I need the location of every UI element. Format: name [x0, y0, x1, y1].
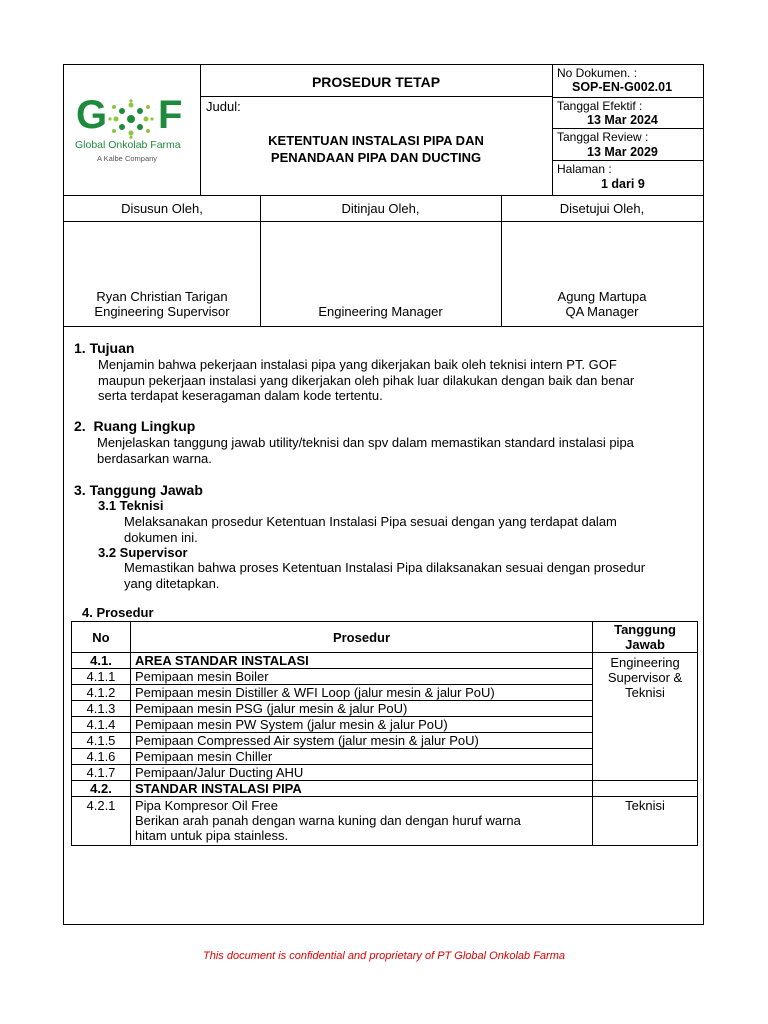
row-no: 4.1.4	[72, 717, 131, 733]
effective-label: Tanggal Efektif :	[557, 99, 643, 113]
section-no: 4.2.	[72, 781, 131, 797]
text-line: berdasarkan warna.	[97, 450, 212, 466]
row-no: 4.1.6	[72, 749, 131, 765]
col-no-header: No	[72, 622, 131, 653]
procedure-table	[71, 621, 698, 846]
text-line: maupun pekerjaan instalasi yang dikerjakan oleh pihak luar dilakukan dengan baik dan benar	[98, 372, 635, 388]
table-header-row	[72, 622, 698, 653]
divider	[64, 221, 703, 222]
prepared-label: Disusun Oleh,	[121, 201, 203, 216]
section-3-1-heading: 3.1 Teknisi	[98, 498, 164, 513]
row-text	[130, 797, 592, 846]
text-line: yang ditetapkan.	[124, 575, 220, 591]
resp-cell-empty	[593, 781, 698, 797]
row-text: Pemipaan mesin PSG (jalur mesin & jalur PoU)	[130, 701, 592, 717]
resp-line: Engineering	[610, 655, 680, 670]
reviewed-label: Ditinjau Oleh,	[341, 201, 420, 216]
page-label: Halaman :	[557, 162, 612, 176]
reviewed-role: Engineering Manager	[318, 304, 443, 319]
review-label: Tanggal Review :	[557, 130, 649, 144]
doc-type: PROSEDUR TETAP	[311, 74, 441, 90]
row-text: Pemipaan mesin Distiller & WFI Loop (jalur mesin & jalur PoU)	[130, 685, 592, 701]
section-3-1-text	[124, 514, 695, 545]
row-line: hitam untuk pipa stainless.	[134, 828, 289, 843]
row-no: 4.2.1	[72, 797, 131, 846]
divider	[552, 97, 704, 98]
divider	[64, 195, 703, 196]
logo-letter-f: F	[158, 93, 183, 137]
table-section-row	[72, 781, 698, 797]
divider	[64, 326, 703, 327]
divider	[200, 96, 552, 97]
divider	[552, 128, 704, 129]
review-date: 13 Mar 2029	[587, 145, 658, 159]
text-line: dokumen ini.	[124, 529, 198, 545]
prepared-role: Engineering Supervisor	[94, 304, 230, 319]
row-line: Berikan arah panah dengan warna kuning dan dengan huruf warna	[134, 813, 521, 828]
company-tagline: A Kalbe Company	[97, 154, 158, 163]
section-3-heading: 3. Tanggung Jawab	[74, 482, 203, 498]
section-title: STANDAR INSTALASI PIPA	[130, 781, 592, 797]
row-no: 4.1.5	[72, 733, 131, 749]
row-text: Pemipaan mesin Chiller	[130, 749, 592, 765]
row-no: 4.1.3	[72, 701, 131, 717]
doc-title-line-1: KETENTUAN INSTALASI PIPA DAN	[268, 133, 484, 148]
logo-letter-g: G	[76, 93, 108, 137]
divider	[552, 65, 553, 195]
resp-cell	[593, 653, 698, 781]
col-proc-header: Prosedur	[130, 622, 592, 653]
section-2-heading: 2. Ruang Lingkup	[74, 418, 196, 434]
col-resp-header	[593, 622, 698, 653]
row-no: 4.1.2	[72, 685, 131, 701]
row-text: Pemipaan/Jalur Ducting AHU	[130, 765, 592, 781]
row-no: 4.1.1	[72, 669, 131, 685]
text-line: Menjamin bahwa pekerjaan instalasi pipa yang dikerjakan baik oleh teknisi intern PT. GOF	[98, 357, 617, 372]
title-label: Judul:	[206, 99, 241, 114]
text-line: Menjelaskan tanggung jawab utility/teknisi dan spv dalam memastikan standard instalasi pipa	[97, 435, 634, 450]
row-text: Pemipaan mesin PW System (jalur mesin & jalur PoU)	[130, 717, 592, 733]
text-line: serta terdapat keseragaman dalam kode tertentu.	[98, 388, 383, 403]
prepared-name: Ryan Christian Tarigan	[96, 289, 228, 304]
section-2-text	[97, 435, 695, 466]
row-line: Pipa Kompresor Oil Free	[134, 798, 278, 813]
approved-name: Agung Martupa	[557, 289, 647, 304]
divider	[552, 160, 704, 161]
row-no: 4.1.7	[72, 765, 131, 781]
text-line: Melaksanakan prosedur Ketentuan Instalasi Pipa sesuai dengan yang terdapat dalam	[124, 514, 617, 529]
section-3-2-heading: 3.2 Supervisor	[98, 545, 188, 560]
doc-title-line-2: PENANDAAN PIPA DAN DUCTING	[270, 150, 482, 165]
doc-no: SOP-EN-G002.01	[572, 80, 673, 94]
approved-label: Disetujui Oleh,	[559, 201, 645, 216]
row-text: Pemipaan Compressed Air system (jalur mesin & jalur PoU)	[130, 733, 592, 749]
resp-line: Supervisor &	[607, 670, 683, 685]
logo-dots-icon	[108, 99, 154, 139]
section-no: 4.1.	[72, 653, 131, 669]
section-1-text	[98, 357, 695, 404]
section-title: AREA STANDAR INSTALASI	[130, 653, 592, 669]
company-name: Global Onkolab Farma	[75, 139, 181, 151]
section-3-2-text	[124, 560, 695, 591]
page-value: 1 dari 9	[601, 177, 645, 191]
section-1-heading: 1. Tujuan	[74, 340, 135, 356]
table-row	[72, 797, 698, 846]
table-section-row	[72, 653, 698, 669]
confidential-footer: This document is confidential and proprietary of PT Global Onkolab Farma	[203, 950, 565, 962]
row-text: Pemipaan mesin Boiler	[130, 669, 592, 685]
text-line: Memastikan bahwa proses Ketentuan Instalasi Pipa dilaksanakan sesuai dengan prosedur	[124, 560, 646, 575]
section-4-heading: 4. Prosedur	[82, 605, 154, 620]
header-line: Jawab	[625, 637, 665, 652]
header-line: Tanggung	[614, 622, 676, 637]
approved-role: QA Manager	[565, 304, 639, 319]
resp-line: Teknisi	[625, 685, 665, 700]
resp-cell: Teknisi	[593, 797, 698, 846]
doc-no-label: No Dokumen. :	[557, 66, 638, 80]
effective-date: 13 Mar 2024	[587, 113, 658, 127]
